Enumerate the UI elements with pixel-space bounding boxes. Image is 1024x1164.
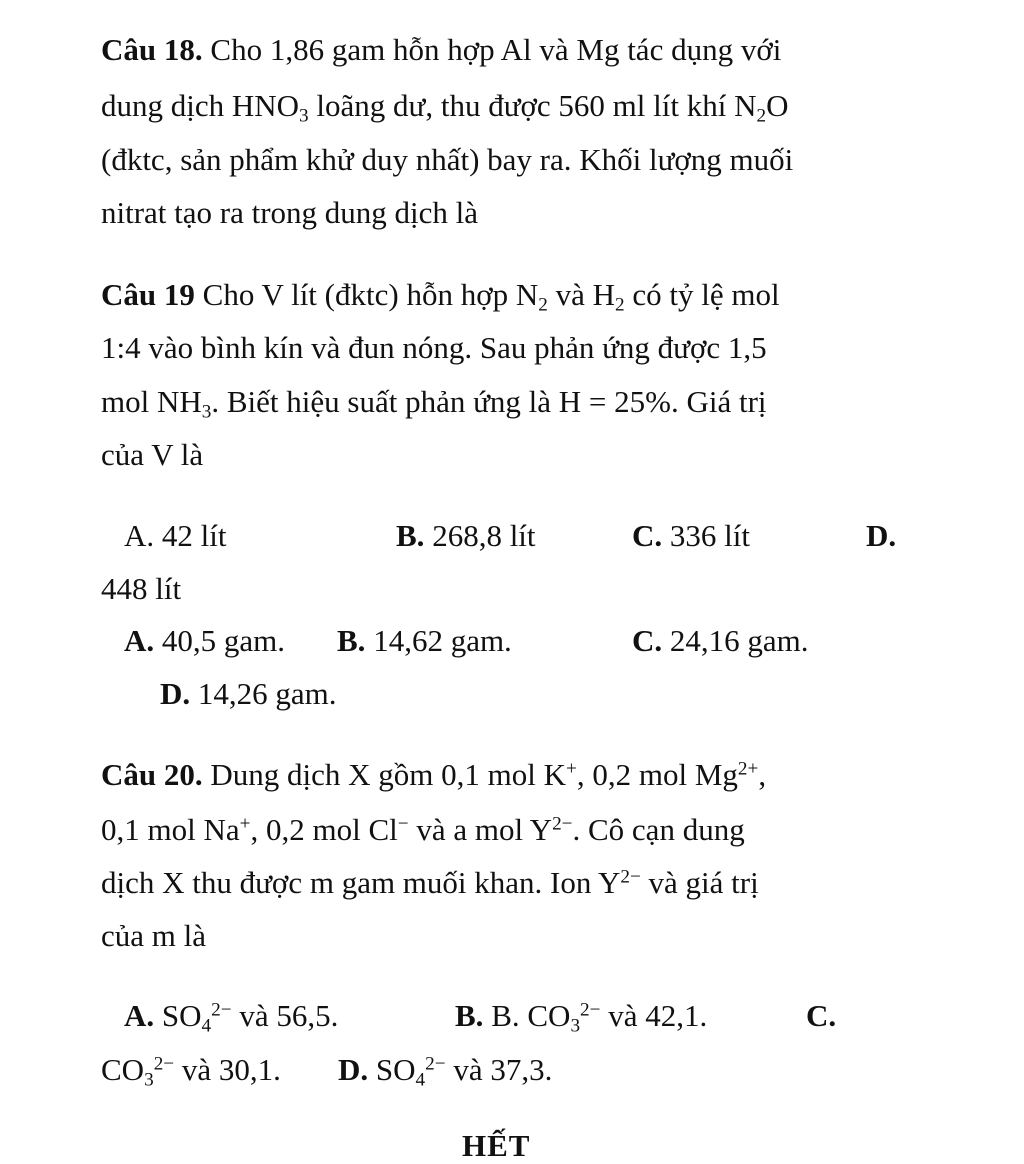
q20-option-d-text1: SO <box>368 1052 416 1087</box>
q20-sup-cl: − <box>397 813 409 835</box>
q20-text-1b: , 0,2 mol Mg <box>576 757 738 792</box>
q20-option-c <box>806 998 836 1038</box>
q18-text-4: nitrat tạo ra trong dung dịch là <box>101 195 479 230</box>
q18-text-2c: O <box>766 88 789 123</box>
q18-sub-2: 2 <box>756 105 767 127</box>
q18-label: Câu 18. <box>101 32 203 67</box>
q20-text-2b: , 0,2 mol Cl <box>250 812 398 847</box>
q20-option-a-sup: 2− <box>211 999 232 1021</box>
q20-sup-y2: 2− <box>620 866 641 888</box>
q20-option-c-text1: CO <box>101 1052 145 1087</box>
q20-option-b-text2: và 42,1. <box>600 998 708 1033</box>
q18-option-b-label: B. <box>337 623 366 658</box>
q20-option-a-text1: SO <box>154 998 202 1033</box>
q20-option-a-text2: và 56,5. <box>231 998 339 1033</box>
q20-option-b-text1: B. CO <box>483 998 571 1033</box>
q18-text-2a: dung dịch HNO <box>101 88 300 123</box>
q20-option-c-label: C. <box>806 998 837 1033</box>
q19-label: Câu 19 <box>101 277 195 312</box>
q19-option-d-text: 448 lít <box>101 571 182 606</box>
q18-text-3: (đktc, sản phẩm khử duy nhất) bay ra. Khối lượng muối <box>101 142 794 177</box>
q20-text-4: của m là <box>101 918 207 953</box>
q20-option-c-sub: 3 <box>144 1069 154 1091</box>
q18-option-d-text: 14,26 gam. <box>190 676 337 711</box>
q20-sup-k: + <box>566 758 577 780</box>
q19-option-b-text: 268,8 lít <box>424 518 536 553</box>
q19-option-d-cont <box>101 571 181 611</box>
q18-line-2 <box>101 88 788 128</box>
q19-option-a <box>124 518 226 558</box>
q20-option-b-sup: 2− <box>580 999 601 1021</box>
q18-line-1 <box>101 32 781 72</box>
q19-sub-h2: 2 <box>615 294 625 316</box>
q20-option-b-label: B. <box>455 998 484 1033</box>
q18-option-b <box>337 623 512 663</box>
q18-option-d-label: D. <box>160 676 191 711</box>
q18-text-1: Cho 1,86 gam hỗn hợp Al và Mg tác dụng với <box>202 32 782 67</box>
q20-label: Câu 20. <box>101 757 203 792</box>
q20-option-a <box>124 998 338 1038</box>
q20-option-c-sup: 2− <box>153 1053 175 1075</box>
q18-option-c-label: C. <box>632 623 663 658</box>
q20-text-1a: Dung dịch X gồm 0,1 mol K <box>202 757 567 792</box>
q20-option-c-cont <box>101 1052 281 1092</box>
q20-text-1c: , <box>758 757 767 792</box>
q20-option-a-label: A. <box>124 998 155 1033</box>
q20-option-b-sub: 3 <box>570 1015 581 1037</box>
q19-option-d <box>866 518 896 558</box>
q20-text-2d: . Cô cạn dung <box>572 812 745 847</box>
q19-line-1 <box>101 277 780 317</box>
end-marker: HẾT <box>462 1128 531 1163</box>
q20-option-d-sup: 2− <box>425 1053 446 1075</box>
q20-option-a-sub: 4 <box>201 1015 212 1037</box>
q19-text-4: của V là <box>101 437 204 472</box>
q20-line-3 <box>101 865 759 905</box>
q19-option-c <box>632 518 750 558</box>
q19-line-2 <box>101 330 767 370</box>
q20-sup-na: + <box>239 813 251 835</box>
q19-sub-3: 3 <box>201 401 212 423</box>
q19-option-a-text: A. 42 lít <box>124 518 227 553</box>
q19-text-3b: . Biết hiệu suất phản ứng là H = 25%. Giá trị <box>211 384 767 419</box>
q20-line-2 <box>101 812 745 852</box>
q19-line-4 <box>101 437 203 477</box>
q20-line-1 <box>101 757 766 797</box>
q20-text-2a: 0,1 mol Na <box>101 812 240 847</box>
q20-line-4 <box>101 918 206 958</box>
q20-option-d-sub: 4 <box>415 1069 426 1091</box>
q20-sup-mg: 2+ <box>737 758 759 780</box>
q19-option-c-label: C. <box>632 518 663 553</box>
q19-text-1b: và H <box>547 277 615 312</box>
q19-option-c-text: 336 lít <box>662 518 750 553</box>
q20-option-d <box>338 1052 552 1092</box>
q19-option-b-label: B. <box>396 518 425 553</box>
q19-text-3a: mol NH <box>101 384 202 419</box>
q18-option-c-text: 24,16 gam. <box>662 623 809 658</box>
q18-option-a-label: A. <box>124 623 155 658</box>
q19-text-1c: có tỷ lệ mol <box>624 277 780 312</box>
q20-option-b <box>455 998 707 1038</box>
q18-option-a <box>124 623 285 663</box>
q18-option-a-text: 40,5 gam. <box>154 623 286 658</box>
q18-text-2b: loãng dư, thu được 560 ml lít khí N <box>308 88 757 123</box>
q19-option-d-label: D. <box>866 518 897 553</box>
q19-option-b <box>396 518 536 558</box>
q19-line-3 <box>101 384 767 424</box>
q20-sup-y: 2− <box>552 813 573 835</box>
q20-text-3b: và giá trị <box>640 865 759 900</box>
q19-sub-n2: 2 <box>538 294 548 316</box>
q18-option-c <box>632 623 809 663</box>
q20-option-d-text2: và 37,3. <box>445 1052 553 1087</box>
q18-option-b-text: 14,62 gam. <box>365 623 512 658</box>
q18-line-3 <box>101 142 793 182</box>
q20-text-3a: dịch X thu được m gam muối khan. Ion Y <box>101 865 621 900</box>
q20-text-2c: và a mol Y <box>408 812 553 847</box>
q18-option-d <box>160 676 337 716</box>
q20-option-c-text2: và 30,1. <box>174 1052 281 1087</box>
q18-line-4 <box>101 195 478 235</box>
q18-sub-3: 3 <box>299 105 309 127</box>
q19-text-2: 1:4 vào bình kín và đun nóng. Sau phản ứng được 1,5 <box>101 330 767 365</box>
q20-option-d-label: D. <box>338 1052 369 1087</box>
q19-text-1a: Cho V lít (đktc) hỗn hợp N <box>194 277 539 312</box>
